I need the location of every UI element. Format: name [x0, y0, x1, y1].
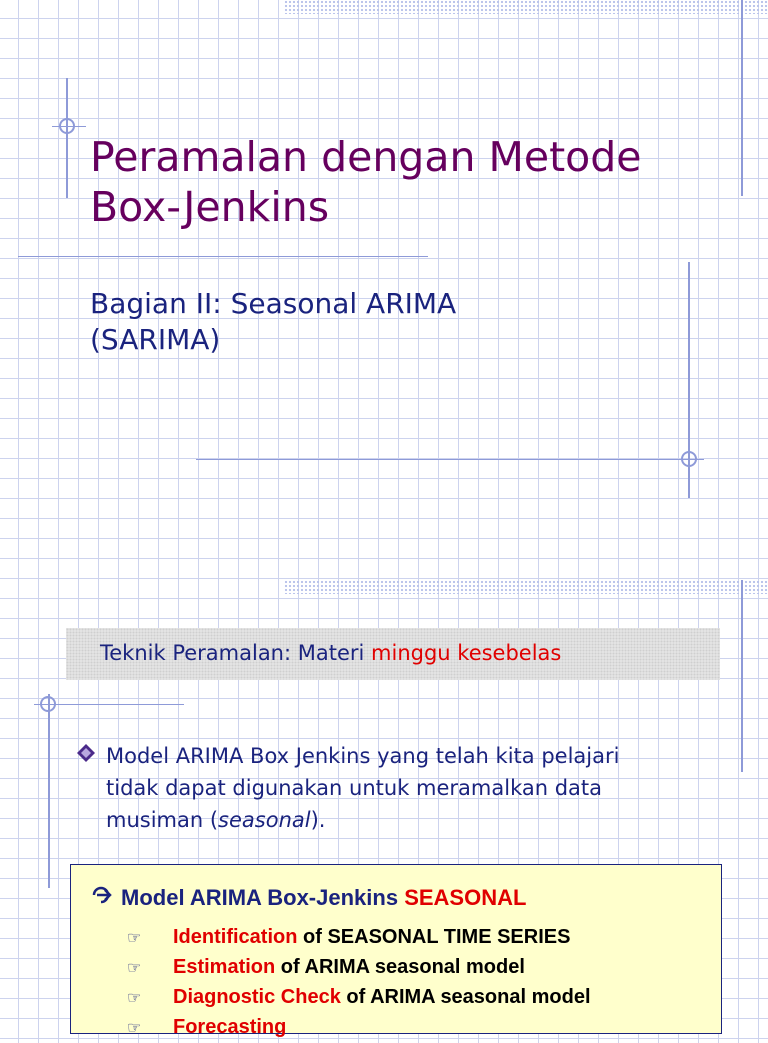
bullet-text-italic: seasonal — [218, 808, 311, 832]
dotted-band — [284, 0, 768, 14]
highlight-box — [70, 864, 722, 1038]
pointing-hand-icon: ☞ — [127, 960, 142, 977]
item-rest: of ARIMA seasonal model — [340, 986, 591, 1008]
bullet-text — [76, 740, 676, 836]
slide-title-text — [90, 132, 641, 232]
banner-text — [100, 641, 561, 665]
item-highlight: Estimation — [173, 956, 276, 978]
crosshair-icon — [681, 451, 697, 467]
item-rest: of ARIMA seasonal model — [275, 956, 525, 978]
item-highlight: Diagnostic Check — [173, 986, 341, 1008]
list-item — [127, 983, 591, 1013]
list-item — [127, 923, 591, 953]
box-list — [127, 923, 591, 1043]
subtitle-line-2: (SARIMA) — [90, 323, 221, 356]
decor-horizontal-line — [18, 256, 428, 257]
decor-vertical-line — [741, 580, 743, 772]
subtitle-line-1: Bagian II: Seasonal ARIMA — [90, 287, 457, 320]
decor-vertical-line — [48, 694, 50, 888]
box-heading-prefix: Model ARIMA Box-Jenkins — [121, 885, 405, 910]
banner-highlight: minggu kesebelas — [371, 641, 562, 665]
course-banner — [66, 628, 720, 680]
decor-horizontal-line — [196, 459, 704, 460]
arrow-circle-icon — [91, 885, 121, 911]
title-line-2: Box-Jenkins — [90, 183, 330, 231]
bullet-text-after: ). — [310, 808, 326, 832]
item-highlight: Forecasting — [173, 1016, 287, 1038]
crosshair-icon — [59, 118, 75, 134]
bullet-point — [76, 740, 676, 836]
title-line-1: Peramalan dengan Metode — [90, 133, 642, 181]
pointing-hand-icon: ☞ — [127, 1020, 142, 1037]
banner-prefix: Teknik Peramalan: Materi — [100, 641, 372, 665]
item-rest: of SEASONAL TIME SERIES — [297, 926, 571, 948]
pointing-hand-icon: ☞ — [127, 990, 142, 1007]
slide-subtitle — [90, 286, 456, 358]
decor-horizontal-line — [34, 704, 184, 705]
decor-vertical-line — [66, 78, 68, 198]
bullet-text-before: Model ARIMA Box Jenkins yang telah kita pelajari tidak dapat digunakan untuk meramalkan data musiman ( — [106, 744, 620, 832]
box-heading — [91, 885, 526, 911]
item-highlight: Identification — [173, 926, 298, 948]
list-item — [127, 953, 591, 983]
dotted-band — [284, 580, 768, 594]
decor-vertical-line — [741, 0, 743, 196]
pointing-hand-icon: ☞ — [127, 930, 142, 947]
box-heading-highlight: SEASONAL — [404, 885, 527, 910]
slide-content — [0, 580, 768, 1038]
diamond-bullet-icon — [76, 742, 98, 764]
list-item — [127, 1013, 591, 1043]
crosshair-icon — [40, 696, 56, 712]
